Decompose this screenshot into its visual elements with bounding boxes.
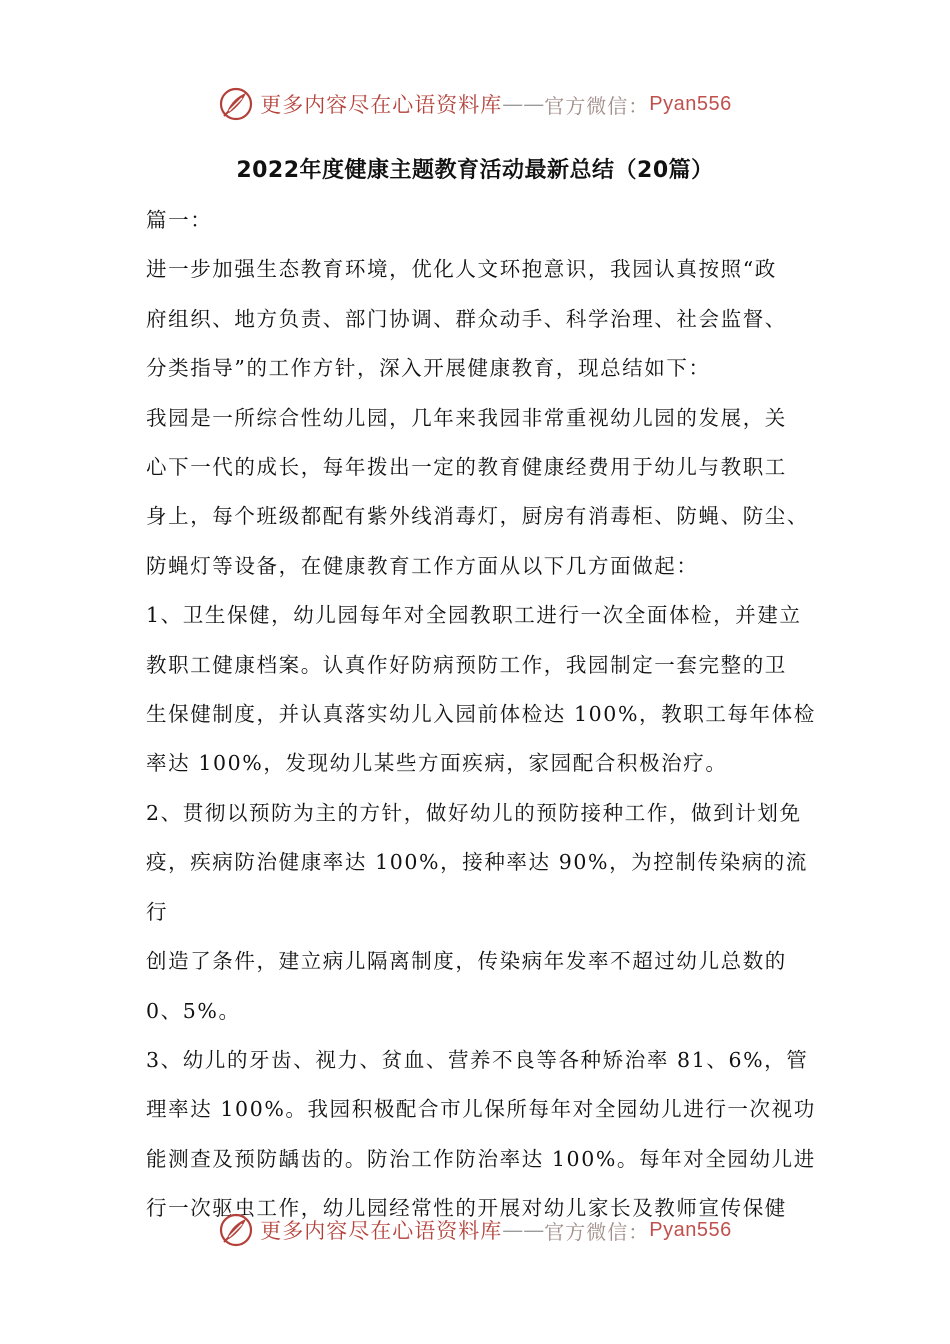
watermark-wechat-label: 官方微信： <box>544 93 650 118</box>
body-line: 分类指导”的工作方针，深入开展健康教育，现总结如下： <box>146 356 711 381</box>
body-line: 2、贯彻以预防为主的方针，做好幼儿的预防接种工作，做到计划免 <box>146 800 802 825</box>
body-line: 行一次驱虫工作，幼儿园经常性的开展对幼儿家长及教师宣传保健 <box>146 1196 787 1221</box>
body-line: 能测查及预防龋齿的。防治工作防治率达 100%。每年对全园幼儿进 <box>146 1146 816 1171</box>
body-line: 创造了条件，建立病儿隔离制度，传染病年发率不超过幼儿总数的 <box>146 949 787 974</box>
watermark-brand: 更多内容尽在心语资料库 <box>260 93 503 117</box>
body-line: 3、幼儿的牙齿、视力、贫血、营养不良等各种矫治率 81、6%，管 <box>146 1047 809 1072</box>
watermark-brand: 更多内容尽在心语资料库 <box>260 1219 503 1243</box>
document-body <box>146 196 816 1234</box>
body-line: 我园是一所综合性幼儿园，几年来我园非常重视幼儿园的发展，关 <box>146 405 787 430</box>
pen-leaf-logo-icon <box>218 86 254 122</box>
body-line: 进一步加强生态教育环境，优化人文环抱意识，我园认真按照“政 <box>146 257 777 282</box>
footer-watermark <box>0 1208 950 1252</box>
body-line: 1、卫生保健，幼儿园每年对全园教职工进行一次全面体检，并建立 <box>146 603 802 628</box>
body-line: 教职工健康档案。认真作好防病预防工作，我园制定一套完整的卫 <box>146 652 787 677</box>
watermark-separator: —— <box>502 92 545 116</box>
pen-leaf-logo-icon <box>218 1212 254 1248</box>
body-line: 0、5%。 <box>146 998 241 1023</box>
watermark-wechat-label: 官方微信： <box>544 1219 650 1244</box>
body-line: 府组织、地方负责、部门协调、群众动手、科学治理、社会监督、 <box>146 306 787 331</box>
body-line: 心下一代的成长，每年拨出一定的教育健康经费用于幼儿与教职工 <box>146 455 787 480</box>
body-line: 疫，疾病防治健康率达 100%，接种率达 90%，为控制传染病的流行 <box>146 850 809 924</box>
header-watermark <box>0 82 950 126</box>
section-heading: 篇一： <box>146 208 213 232</box>
body-line: 生保健制度，并认真落实幼儿入园前体检达 100%，教职工每年体检 <box>146 702 816 727</box>
body-line: 防蝇灯等设备，在健康教育工作方面从以下几方面做起： <box>146 553 699 578</box>
watermark-separator: —— <box>502 1218 545 1242</box>
body-line: 身上，每个班级都配有紫外线消毒灯，厨房有消毒柜、防蝇、防尘、 <box>146 504 809 529</box>
watermark-wechat-id: Pyan556 <box>649 92 732 115</box>
watermark-wechat-id: Pyan556 <box>649 1218 732 1241</box>
body-line: 率达 100%，发现幼儿某些方面疾病，家园配合积极治疗。 <box>146 751 728 776</box>
document-title: 2022年度健康主题教育活动最新总结（20篇） <box>236 158 714 183</box>
body-line: 理率达 100%。我园积极配合市儿保所每年对全园幼儿进行一次视功 <box>146 1097 816 1122</box>
